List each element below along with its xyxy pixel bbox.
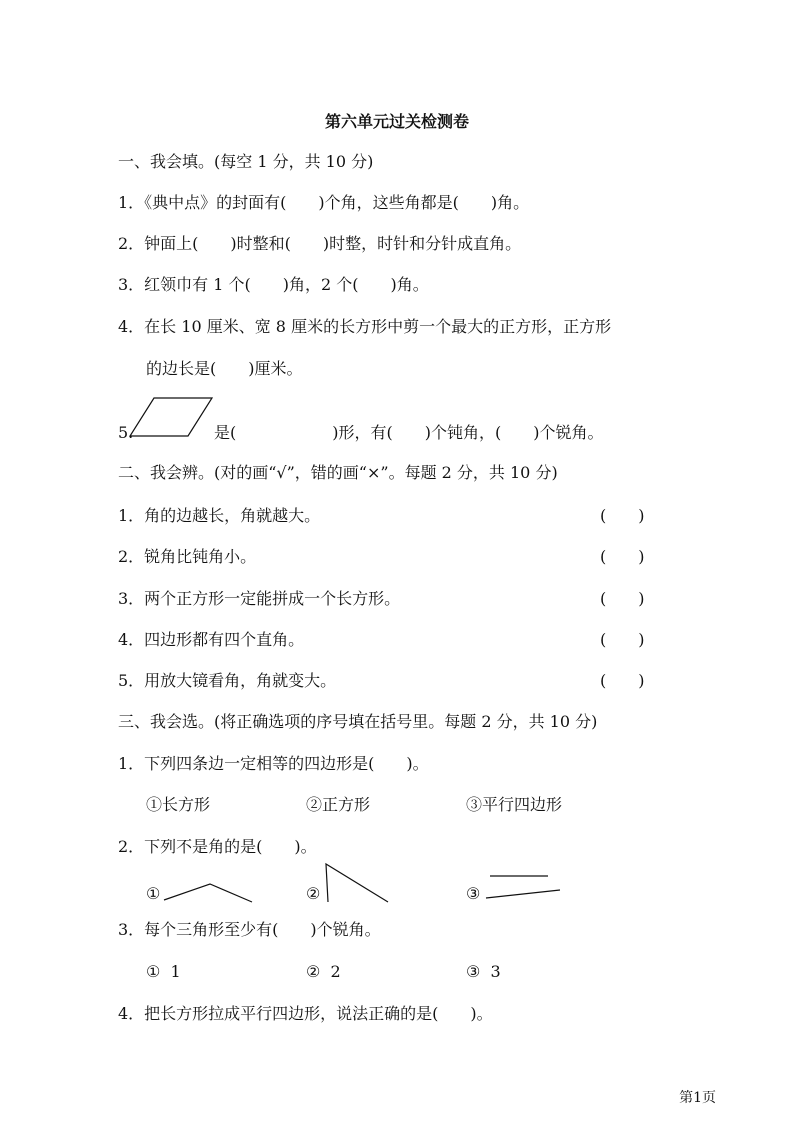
section-1-heading: 一、我会填。(每空 1 分，共 10 分) [118,152,374,171]
answer-paren-3: ( ) [600,589,645,608]
parallelogram-figure [128,396,214,438]
judge-item-1: 1．角的边越长，角就越大。 [118,506,321,525]
page-title: 第六单元过关检测卷 [324,112,469,131]
section-3-heading: 三、我会选。(将正确选项的序号填在括号里。每题 2 分，共 10 分) [118,712,598,731]
judge-item-3: 3．两个正方形一定能拼成一个长方形。 [118,589,401,608]
answer-paren-1: ( ) [600,506,645,525]
section-2-heading: 二、我会辨。(对的画“√”，错的画“×”。每题 2 分，共 10 分) [118,463,558,482]
fill-question-2: 2．钟面上( )时整和( )时整，时针和分针成直角。 [118,234,522,253]
judge-item-4: 4．四边形都有四个直角。 [118,630,305,649]
judge-item-2: 2．锐角比钝角小。 [118,547,257,566]
q2-mark-b: ② [306,884,321,903]
fill-question-5-number: 5. [118,423,134,442]
q2-mark-c: ③ [466,884,481,903]
q3-option-b: ② 2 [306,962,341,981]
fill-question-1: 1．《典中点》的封面有( )个角，这些角都是( )角。 [118,193,530,212]
judge-item-5: 5．用放大镜看角，角就变大。 [118,671,337,690]
q2-figure-b [320,862,392,906]
q1-option-a: ①长方形 [146,795,211,814]
q2-mark-a: ① [146,884,161,903]
choice-question-2: 2．下列不是角的是( )。 [118,837,317,856]
fill-question-4-line-2: 的边长是( )厘米。 [146,359,303,378]
choice-question-1: 1．下列四条边一定相等的四边形是( )。 [118,754,429,773]
page-number: 第1页 [679,1090,716,1106]
q2-figure-c [484,872,564,902]
choice-question-4: 4．把长方形拉成平行四边形，说法正确的是( )。 [118,1004,493,1023]
answer-paren-5: ( ) [600,671,645,690]
answer-paren-2: ( ) [600,547,645,566]
q3-option-a: ① 1 [146,962,181,981]
choice-question-3: 3．每个三角形至少有( )个锐角。 [118,920,381,939]
fill-question-3: 3．红领巾有 1 个( )角，2 个( )角。 [118,275,429,294]
fill-question-4-line-1: 4．在长 10 厘米、宽 8 厘米的长方形中剪一个最大的正方形，正方形 [118,317,612,336]
answer-paren-4: ( ) [600,630,645,649]
q3-option-c: ③ 3 [466,962,501,981]
fill-question-5: 是( )形，有( )个钝角，( )个锐角。 [214,423,604,442]
q1-option-b: ②正方形 [306,795,371,814]
q1-option-c: ③平行四边形 [466,795,563,814]
q2-figure-a [162,880,254,906]
